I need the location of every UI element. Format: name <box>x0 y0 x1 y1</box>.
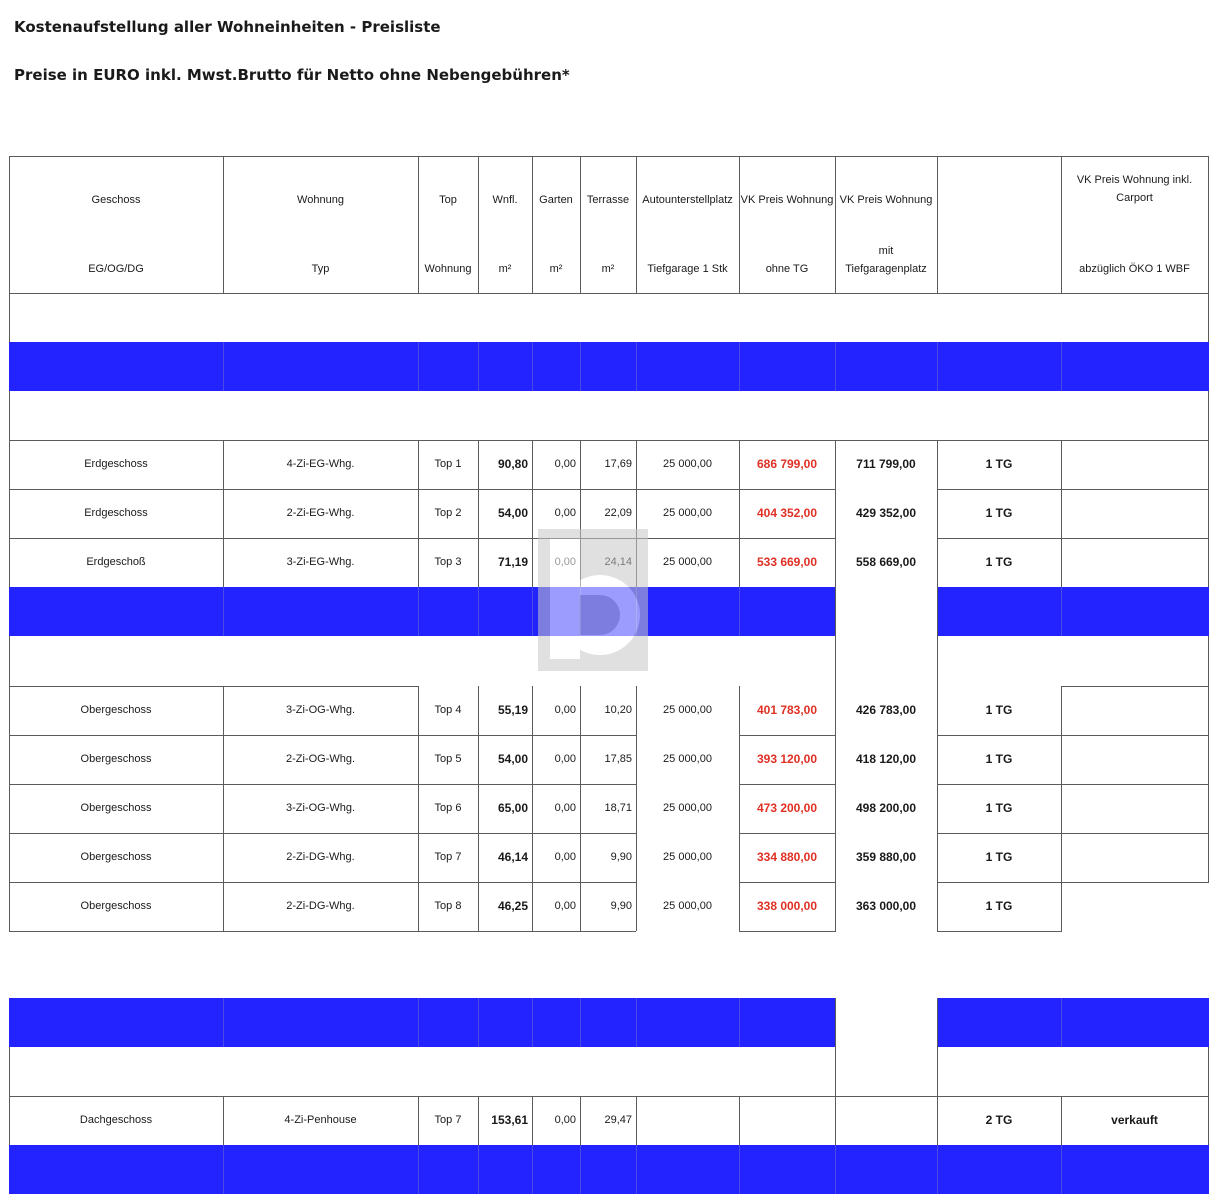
band-separator <box>1061 342 1062 391</box>
cell-top: Top 8 <box>434 899 462 912</box>
cell-ohne_tg: 533 669,00 <box>756 554 818 569</box>
header-bottom-0: EG/OG/DG <box>88 263 144 276</box>
grid-line <box>532 833 533 882</box>
cell-stellplatz: 25 000,00 <box>663 899 712 912</box>
grid-line <box>532 686 533 735</box>
cell-wnfl: 46,25 <box>497 898 528 913</box>
cell-typ: 4-Zi-EG-Whg. <box>286 457 355 470</box>
band-separator <box>580 998 581 1047</box>
cell-mit_tg: 498 200,00 <box>855 800 917 815</box>
header-top-5: Terrasse <box>586 194 630 206</box>
cell-stellplatz: 25 000,00 <box>663 555 712 568</box>
band-separator <box>937 1145 938 1194</box>
cell-carport <box>1061 833 1208 882</box>
grid-line <box>478 440 479 489</box>
grid-line <box>532 440 533 489</box>
cell-stellplatz: 25 000,00 <box>663 850 712 863</box>
grid-line <box>937 587 938 686</box>
header-top-10 <box>1061 172 1208 216</box>
grid-line <box>478 735 479 784</box>
cell-top: Top 3 <box>434 555 462 568</box>
grid-line <box>1061 735 1062 784</box>
grid-line <box>9 156 1209 157</box>
band-separator <box>223 998 224 1047</box>
cell-top: Top 4 <box>434 703 462 716</box>
grid-line <box>1208 293 1209 342</box>
blue-band <box>9 342 1209 391</box>
band-separator <box>580 342 581 391</box>
band-separator <box>636 998 637 1047</box>
grid-line <box>835 686 836 735</box>
band-separator <box>1061 1145 1062 1194</box>
cell-top: Top 5 <box>434 752 462 765</box>
grid-line <box>1208 538 1209 587</box>
header-top-8: VK Preis Wohnung <box>839 194 933 206</box>
grid-line <box>1061 440 1062 489</box>
cell-terrasse: 22,09 <box>604 506 632 519</box>
cell-typ: 4-Zi-Penhouse <box>284 1113 357 1126</box>
band-separator <box>478 1145 479 1194</box>
cell-garten: 0,00 <box>554 850 576 863</box>
cell-carport <box>1061 489 1208 538</box>
cell-geschoss: Obergeschoss <box>80 801 152 814</box>
band-separator <box>532 998 533 1047</box>
cell-typ: 2-Zi-DG-Whg. <box>286 850 355 863</box>
cell-terrasse: 9,90 <box>610 899 632 912</box>
grid-line <box>223 538 224 587</box>
cell-ohne_tg: 401 783,00 <box>756 702 818 717</box>
grid-line <box>739 538 740 587</box>
grid-line <box>835 784 836 833</box>
band-separator <box>580 1145 581 1194</box>
band-separator <box>418 342 419 391</box>
grid-line <box>1208 636 1209 686</box>
cell-geschoss: Obergeschoss <box>80 899 152 912</box>
grid-line <box>532 1096 533 1145</box>
grid-line <box>1061 538 1062 587</box>
grid-line <box>739 833 740 882</box>
grid-line <box>835 1096 836 1145</box>
header-top-6: Autounterstellplatz <box>642 194 733 206</box>
grid-line <box>1208 784 1209 833</box>
band-separator <box>418 587 419 636</box>
grid-line <box>636 833 637 882</box>
cell-geschoss: Obergeschoss <box>80 850 152 863</box>
logo-b-icon <box>538 529 648 671</box>
cell-carport <box>1061 440 1208 489</box>
band-separator <box>739 342 740 391</box>
grid-line <box>1061 833 1062 882</box>
grid-line <box>1208 1047 1209 1096</box>
cell-carport <box>1061 538 1208 587</box>
band-separator <box>478 998 479 1047</box>
band-separator <box>532 1145 533 1194</box>
cell-ohne_tg: 393 120,00 <box>756 751 818 766</box>
grid-line <box>532 538 533 587</box>
cell-garten: 0,00 <box>554 1113 576 1126</box>
grid-line <box>937 735 938 784</box>
grid-line <box>1208 489 1209 538</box>
grid-line <box>636 882 637 931</box>
grid-line <box>1061 784 1062 833</box>
grid-line <box>532 735 533 784</box>
band-separator <box>223 342 224 391</box>
cell-stellplatz: 25 000,00 <box>663 703 712 716</box>
header-bottom-4: m² <box>549 263 563 276</box>
grid-line <box>478 833 479 882</box>
band-separator <box>223 1145 224 1194</box>
cell-tg: 1 TG <box>985 702 1013 717</box>
grid-line <box>937 931 1062 932</box>
cell-typ: 2-Zi-DG-Whg. <box>286 899 355 912</box>
cell-carport <box>1061 882 1208 931</box>
grid-line <box>580 1096 581 1145</box>
cell-mit_tg: 363 000,00 <box>855 898 917 913</box>
grid-line <box>223 440 224 489</box>
cell-carport <box>1061 686 1208 735</box>
blue-band <box>9 1145 1209 1194</box>
grid-line <box>1061 489 1062 538</box>
cell-stellplatz: 25 000,00 <box>663 801 712 814</box>
header-top-2: Top <box>439 194 457 206</box>
cell-stellplatz <box>636 1096 739 1145</box>
cell-tg: 1 TG <box>985 751 1013 766</box>
band-separator <box>418 1145 419 1194</box>
cell-ohne_tg <box>739 1096 835 1145</box>
cell-geschoss: Obergeschoss <box>80 703 152 716</box>
cell-wnfl: 71,19 <box>497 554 528 569</box>
cell-tg: 1 TG <box>985 800 1013 815</box>
blue-band <box>9 587 836 636</box>
grid-line <box>9 293 1209 294</box>
header-bottom-9 <box>937 260 1061 280</box>
grid-line <box>937 833 938 882</box>
header-bottom-8 <box>835 241 937 281</box>
cell-ohne_tg: 686 799,00 <box>756 456 818 471</box>
grid-line <box>418 440 419 489</box>
header-bottom-1: Typ <box>311 263 330 276</box>
grid-line <box>1061 686 1062 735</box>
cell-typ: 3-Zi-OG-Whg. <box>285 703 356 716</box>
cell-typ: 3-Zi-EG-Whg. <box>286 555 355 568</box>
cell-tg: 2 TG <box>985 1112 1013 1127</box>
grid-line <box>1208 735 1209 784</box>
grid-line <box>937 489 938 538</box>
grid-line <box>1208 156 1209 293</box>
grid-line <box>835 489 836 538</box>
grid-line <box>418 1096 419 1145</box>
grid-line <box>532 489 533 538</box>
header-top-3: Wnfl. <box>492 194 518 206</box>
grid-line <box>937 440 938 489</box>
grid-line <box>9 440 10 489</box>
grid-line <box>223 735 224 784</box>
grid-line <box>1208 833 1209 882</box>
grid-line <box>9 293 10 342</box>
header-bottom-7: ohne TG <box>765 263 809 276</box>
grid-line <box>580 882 581 931</box>
grid-line <box>835 440 836 489</box>
grid-line <box>478 489 479 538</box>
cell-carport <box>1061 735 1208 784</box>
grid-line <box>1208 440 1209 489</box>
cell-garten: 0,00 <box>554 899 576 912</box>
grid-line <box>9 636 10 686</box>
grid-line <box>9 1047 10 1096</box>
cell-geschoss: Erdgeschoss <box>84 506 148 519</box>
band-separator <box>636 1145 637 1194</box>
cell-terrasse: 9,90 <box>610 850 632 863</box>
cell-mit_tg: 359 880,00 <box>855 849 917 864</box>
blue-band <box>937 998 1209 1047</box>
cell-garten: 0,00 <box>554 506 576 519</box>
grid-line <box>1208 1096 1209 1145</box>
band-separator <box>739 587 740 636</box>
grid-line <box>223 833 224 882</box>
grid-line <box>223 489 224 538</box>
band-separator <box>835 342 836 391</box>
grid-line <box>9 931 636 932</box>
grid-line <box>739 489 740 538</box>
grid-line <box>478 882 479 931</box>
cell-mit_tg <box>835 1096 937 1145</box>
header-top-0: Geschoss <box>91 194 141 206</box>
cell-mit_tg: 711 799,00 <box>856 456 916 471</box>
cell-garten: 0,00 <box>554 703 576 716</box>
grid-line <box>636 440 637 489</box>
cell-mit_tg: 426 783,00 <box>855 702 917 717</box>
cell-ohne_tg: 334 880,00 <box>756 849 818 864</box>
cell-ohne_tg: 473 200,00 <box>756 800 818 815</box>
grid-line <box>937 998 938 1096</box>
band-separator <box>223 587 224 636</box>
grid-line <box>835 882 836 931</box>
cell-terrasse: 18,71 <box>604 801 632 814</box>
blue-band <box>9 998 836 1047</box>
band-separator <box>532 587 533 636</box>
cell-mit_tg: 418 120,00 <box>855 751 917 766</box>
band-separator <box>1061 998 1062 1047</box>
grid-line <box>9 735 10 784</box>
header-bottom-6: Tiefgarage 1 Stk <box>647 263 728 276</box>
grid-line <box>580 440 581 489</box>
cell-wnfl: 55,19 <box>497 702 528 717</box>
cell-terrasse: 10,20 <box>604 703 632 716</box>
band-separator <box>1061 587 1062 636</box>
grid-line <box>580 686 581 735</box>
grid-line <box>636 784 637 833</box>
header-top-1: Wohnung <box>297 194 344 206</box>
page-title: Kostenaufstellung aller Wohneinheiten - Preisliste <box>14 18 441 36</box>
grid-line <box>739 686 740 735</box>
grid-line <box>418 735 419 784</box>
cell-garten: 0,00 <box>554 801 576 814</box>
cell-garten: 0,00 <box>554 457 576 470</box>
grid-line <box>835 735 836 784</box>
cell-top: Top 1 <box>434 457 462 470</box>
grid-line <box>636 735 637 784</box>
cell-carport: verkauft <box>1111 1112 1158 1127</box>
grid-line <box>532 784 533 833</box>
cell-wnfl: 54,00 <box>497 751 528 766</box>
grid-line <box>478 686 479 735</box>
grid-line <box>9 833 10 882</box>
grid-line <box>478 784 479 833</box>
grid-line <box>835 538 836 587</box>
grid-line <box>418 882 419 931</box>
grid-line <box>937 538 938 587</box>
band-separator <box>418 998 419 1047</box>
band-separator <box>636 342 637 391</box>
cell-stellplatz: 25 000,00 <box>663 457 712 470</box>
cell-typ: 2-Zi-OG-Whg. <box>285 752 356 765</box>
cell-top: Top 7 <box>434 850 462 863</box>
cell-mit_tg: 429 352,00 <box>855 505 917 520</box>
cell-mit_tg: 558 669,00 <box>855 554 917 569</box>
grid-line <box>418 686 419 735</box>
grid-line <box>223 1096 224 1145</box>
cell-geschoss: Dachgeschoss <box>79 1113 153 1126</box>
cell-tg: 1 TG <box>985 898 1013 913</box>
grid-line <box>739 784 740 833</box>
grid-line <box>223 784 224 833</box>
band-separator <box>835 1145 836 1194</box>
cell-top: Top 2 <box>434 506 462 519</box>
header-label: Tiefgaragenplatz <box>845 263 927 275</box>
cell-geschoss: Erdgeschoß <box>86 555 146 568</box>
grid-line <box>9 882 10 931</box>
header-bottom-3: m² <box>498 263 512 276</box>
cell-tg: 1 TG <box>985 456 1013 471</box>
header-label: Carport <box>1116 191 1153 204</box>
cell-typ: 2-Zi-EG-Whg. <box>286 506 355 519</box>
grid-line <box>1061 1096 1062 1145</box>
grid-line <box>739 1096 740 1145</box>
grid-line <box>739 735 740 784</box>
cell-wnfl: 54,00 <box>497 505 528 520</box>
band-separator <box>478 342 479 391</box>
page-subtitle: Preise in EURO inkl. Mwst.Brutto für Netto ohne Nebengebühren* <box>14 66 570 84</box>
grid-line <box>9 489 10 538</box>
grid-line <box>418 538 419 587</box>
cell-stellplatz: 25 000,00 <box>663 506 712 519</box>
band-separator <box>739 1145 740 1194</box>
band-separator <box>478 587 479 636</box>
grid-line <box>223 882 224 931</box>
header-top-7: VK Preis Wohnung <box>740 194 834 206</box>
grid-line <box>9 784 10 833</box>
cell-terrasse: 17,85 <box>604 752 632 765</box>
grid-line <box>9 686 10 735</box>
grid-line <box>1061 882 1062 931</box>
cell-terrasse: 17,69 <box>604 457 632 470</box>
grid-line <box>478 1096 479 1145</box>
grid-line <box>937 784 938 833</box>
grid-line <box>580 735 581 784</box>
header-label: VK Preis Wohnung inkl. <box>1076 174 1193 186</box>
cell-stellplatz: 25 000,00 <box>663 752 712 765</box>
grid-line <box>418 489 419 538</box>
cell-tg: 1 TG <box>985 505 1013 520</box>
header-bottom-5: m² <box>601 263 615 276</box>
grid-line <box>739 882 740 931</box>
cell-geschoss: Erdgeschoss <box>84 457 148 470</box>
grid-line <box>739 440 740 489</box>
band-separator <box>739 998 740 1047</box>
cell-wnfl: 46,14 <box>497 849 528 864</box>
band-separator <box>532 342 533 391</box>
grid-line <box>580 833 581 882</box>
cell-carport <box>1061 784 1208 833</box>
grid-line <box>835 833 836 882</box>
header-top-4: Garten <box>539 194 573 206</box>
grid-line <box>937 882 938 931</box>
header-label: mit <box>878 245 894 258</box>
cell-wnfl: 153,61 <box>491 1112 528 1127</box>
blue-band <box>937 587 1209 636</box>
grid-line <box>532 882 533 931</box>
grid-line <box>937 1096 938 1145</box>
grid-line <box>835 998 836 1096</box>
cell-typ: 3-Zi-OG-Whg. <box>285 801 356 814</box>
grid-line <box>636 1096 637 1145</box>
grid-line <box>580 784 581 833</box>
grid-line <box>9 391 10 440</box>
header-bottom-2: Wohnung <box>424 263 472 276</box>
header-bottom-10: abzüglich ÖKO 1 WBF <box>1079 263 1190 276</box>
grid-line <box>478 538 479 587</box>
grid-line <box>418 784 419 833</box>
cell-top: Top 7 <box>434 1113 462 1126</box>
cell-ohne_tg: 404 352,00 <box>756 505 818 520</box>
grid-line <box>9 538 10 587</box>
grid-line <box>1208 391 1209 440</box>
band-separator <box>937 342 938 391</box>
cell-terrasse: 29,47 <box>604 1113 632 1126</box>
grid-line <box>835 587 836 686</box>
header-top-9 <box>937 192 1061 212</box>
cell-ohne_tg: 338 000,00 <box>756 898 818 913</box>
grid-line <box>9 1096 10 1145</box>
cell-wnfl: 65,00 <box>497 800 528 815</box>
cell-tg: 1 TG <box>985 849 1013 864</box>
grid-line <box>1208 686 1209 735</box>
grid-line <box>636 686 637 735</box>
grid-line <box>418 833 419 882</box>
cell-geschoss: Obergeschoss <box>80 752 152 765</box>
cell-tg: 1 TG <box>985 554 1013 569</box>
cell-garten: 0,00 <box>554 752 576 765</box>
cell-wnfl: 90,80 <box>497 456 528 471</box>
grid-line <box>739 931 836 932</box>
grid-line <box>223 686 224 735</box>
cell-top: Top 6 <box>434 801 462 814</box>
grid-line <box>937 686 938 735</box>
